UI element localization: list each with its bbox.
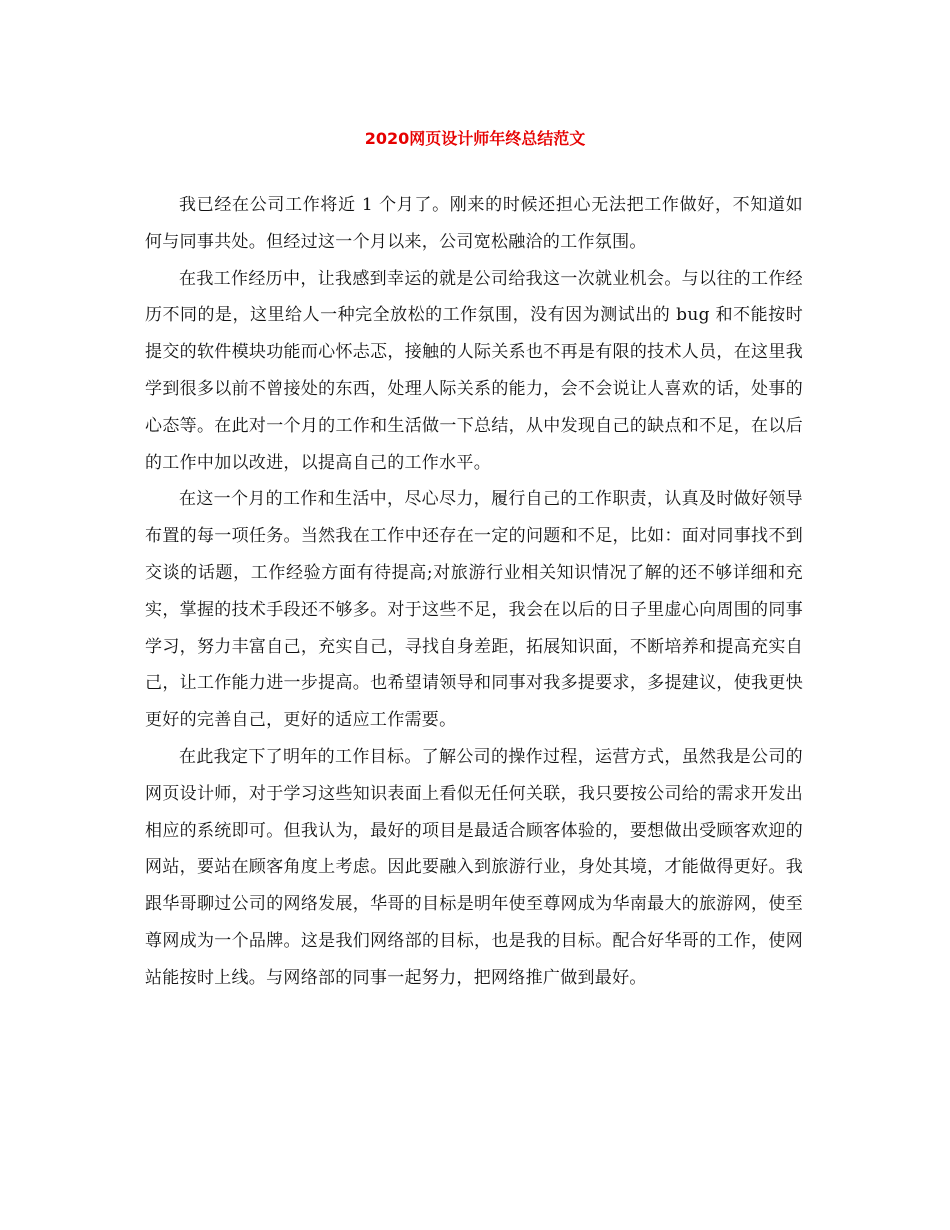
document-title: 2020网页设计师年终总结范文 <box>364 129 586 148</box>
paragraph-4: 在此我定下了明年的工作目标。了解公司的操作过程，运营方式，虽然我是公司的网页设计师，对于学习这些知识表面上看似无任何关联，我只要按公司给的需求开发出相应的系统即可。但我认为，最好的项目是最适合顾客体验的，要想做出受顾客欢迎的网站，要站在顾客角度上考虑。因此要融入到旅游行业，身处其境，才能做得更好。我跟华哥聊过公司的网络发展，华哥的目标是明年使至尊网成为华南最大的旅游网，使至尊网成为一个品牌。这是我们网络部的目标，也是我的目标。配合好华哥的工作，使网站能按时上线。与网络部的同事一起努力，把网络推广做到最好。 <box>145 746 803 988</box>
paragraph-1: 我已经在公司工作将近 1 个月了。刚来的时候还担心无法把工作做好，不知道如何与同事共处。但经过这一个月以来，公司宽松融洽的工作氛围。 <box>145 195 803 252</box>
paragraph-2: 在我工作经历中，让我感到幸运的就是公司给我这一次就业机会。与以往的工作经历不同的是，这里给人一种完全放松的工作氛围，没有因为测试出的 bug 和不能按时提交的软件模块功能而心怀忐忑，接触的人际关系也不再是有限的技术人员，在这里我学到很多以前不曾接处的东西，处理人际关系的能力，会不会说让人喜欢的话，处事的心态等。在此对一个月的工作和生活做一下总结，从中发现自己的缺点和不足，在以后的工作中加以改进，以提高自己的工作水平。 <box>145 268 803 473</box>
paragraph-3: 在这一个月的工作和生活中，尽心尽力，履行自己的工作职责，认真及时做好领导布置的每一项任务。当然我在工作中还存在一定的问题和不足，比如：面对同事找不到交谈的话题，工作经验方面有待提高;对旅游行业相关知识情况了解的还不够详细和充实，掌握的技术手段还不够多。对于这些不足，我会在以后的日子里虚心向周围的同事学习，努力丰富自己，充实自己，寻找自身差距，拓展知识面，不断培养和提高充实自己，让工作能力进一步提高。也希望请领导和同事对我多提要求，多提建议，使我更快更好的完善自己，更好的适应工作需要。 <box>145 489 803 731</box>
document-body <box>145 187 803 997</box>
